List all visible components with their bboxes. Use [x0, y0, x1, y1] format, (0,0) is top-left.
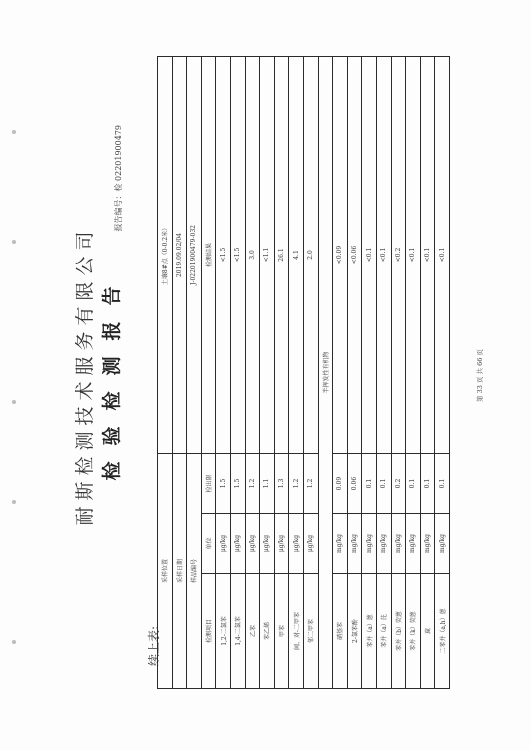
cell-unit: μg/kg — [260, 514, 275, 574]
header-result: 检测结果 — [201, 57, 216, 454]
cell-result: 2.0 — [303, 57, 318, 454]
sample-date-value: 2019.09.02/04 — [172, 57, 187, 454]
cell-unit: μg/kg — [289, 514, 304, 574]
sample-location-value: 土壤8#点（0-0.2米） — [158, 57, 173, 454]
cell-item: 苯并（a）芘 — [376, 574, 391, 689]
cell-limit: 0.09 — [333, 454, 348, 514]
header-row — [201, 57, 216, 689]
cell-result: <0.1 — [406, 57, 421, 454]
cell-limit: 0.06 — [347, 454, 362, 514]
cell-unit: mg/kg — [362, 514, 377, 574]
cell-unit: μg/kg — [245, 514, 260, 574]
cell-limit: 1.2 — [289, 454, 304, 514]
cell-result: <0.1 — [376, 57, 391, 454]
sample-date-label: 采样日期 — [172, 454, 187, 689]
cell-item: 苯乙烯 — [260, 574, 275, 689]
table-row — [303, 57, 318, 689]
cell-result: <0.09 — [333, 57, 348, 454]
cell-result: 3.0 — [245, 57, 260, 454]
cell-item: 2-氯苯酚 — [347, 574, 362, 689]
table-row — [420, 57, 435, 689]
table-row — [274, 57, 289, 689]
cell-result: <1.5 — [230, 57, 245, 454]
table-row — [406, 57, 421, 689]
cell-limit: 1.5 — [216, 454, 231, 514]
cell-unit: mg/kg — [406, 514, 421, 574]
table-row — [435, 57, 450, 689]
cell-item: 苯并（b）荧蒽 — [391, 574, 406, 689]
cell-limit: 0.1 — [406, 454, 421, 514]
cell-result: 4.1 — [289, 57, 304, 454]
cell-unit: mg/kg — [391, 514, 406, 574]
cell-limit: 1.3 — [274, 454, 289, 514]
cell-result: <0.06 — [347, 57, 362, 454]
results-table — [157, 56, 450, 689]
cell-result: <1.5 — [216, 57, 231, 454]
cell-result: <1.1 — [260, 57, 275, 454]
table-row — [245, 57, 260, 689]
cell-item: 1,2-二氯苯 — [216, 574, 231, 689]
section-row — [318, 57, 333, 689]
table-row — [362, 57, 377, 689]
cell-unit: μg/kg — [230, 514, 245, 574]
cell-item: 硝基苯 — [333, 574, 348, 689]
sample-id-value: J-02201900479-032 — [187, 57, 202, 454]
table-row — [289, 57, 304, 689]
header-unit: 单位 — [201, 514, 216, 574]
sample-info-row — [187, 57, 202, 689]
cell-item: 苯并（k）荧蒽 — [406, 574, 421, 689]
cell-item: 邻二甲苯 — [303, 574, 318, 689]
cell-result: <0.1 — [435, 57, 450, 454]
cell-limit: 0.1 — [362, 454, 377, 514]
cell-item: 甲苯 — [274, 574, 289, 689]
cell-item: 乙苯 — [245, 574, 260, 689]
cell-result: 26.1 — [274, 57, 289, 454]
cell-limit: 1.2 — [303, 454, 318, 514]
sample-info-row — [158, 57, 173, 689]
table-row — [260, 57, 275, 689]
cell-unit: mg/kg — [333, 514, 348, 574]
report-number: 报告编号：检 02201900479 — [114, 125, 123, 232]
sample-id-label: 样品编号 — [187, 454, 202, 689]
cell-item: 䓛 — [420, 574, 435, 689]
cell-limit: 0.1 — [420, 454, 435, 514]
cell-unit: mg/kg — [435, 514, 450, 574]
header-item: 检测项目 — [201, 574, 216, 689]
table-row — [376, 57, 391, 689]
cell-limit: 0.1 — [376, 454, 391, 514]
table-row — [391, 57, 406, 689]
cell-item: 1,4-二氯苯 — [230, 574, 245, 689]
cell-limit: 1.2 — [245, 454, 260, 514]
cell-item: 间、对-二甲苯 — [289, 574, 304, 689]
cell-unit: mg/kg — [376, 514, 391, 574]
cell-limit: 1.5 — [230, 454, 245, 514]
cell-result: <0.2 — [391, 57, 406, 454]
report-title: 检验检测报告 — [101, 270, 123, 481]
cell-limit: 0.1 — [435, 454, 450, 514]
continued-label: 续上表: — [147, 625, 161, 666]
page-footer: 第 33 页 共 66 页 — [476, 349, 484, 402]
cell-result: <0.1 — [362, 57, 377, 454]
cell-result: <0.1 — [420, 57, 435, 454]
table-row — [230, 57, 245, 689]
sample-location-label: 采样位置 — [158, 454, 173, 689]
header-limit: 检出限 — [201, 454, 216, 514]
table-row — [333, 57, 348, 689]
cell-item: 二苯并（a,h）蒽 — [435, 574, 450, 689]
table-row — [216, 57, 231, 689]
cell-unit: mg/kg — [420, 514, 435, 574]
company-name: 耐斯检测技术服务有限公司 — [74, 225, 96, 526]
cell-item: 苯并（a）蒽 — [362, 574, 377, 689]
section-title: 半挥发性有机物 — [318, 57, 333, 689]
cell-unit: μg/kg — [303, 514, 318, 574]
table-row — [347, 57, 362, 689]
cell-limit: 0.2 — [391, 454, 406, 514]
sample-info-row — [172, 57, 187, 689]
cell-unit: mg/kg — [347, 514, 362, 574]
cell-limit: 1.1 — [260, 454, 275, 514]
cell-unit: μg/kg — [274, 514, 289, 574]
cell-unit: μg/kg — [216, 514, 231, 574]
